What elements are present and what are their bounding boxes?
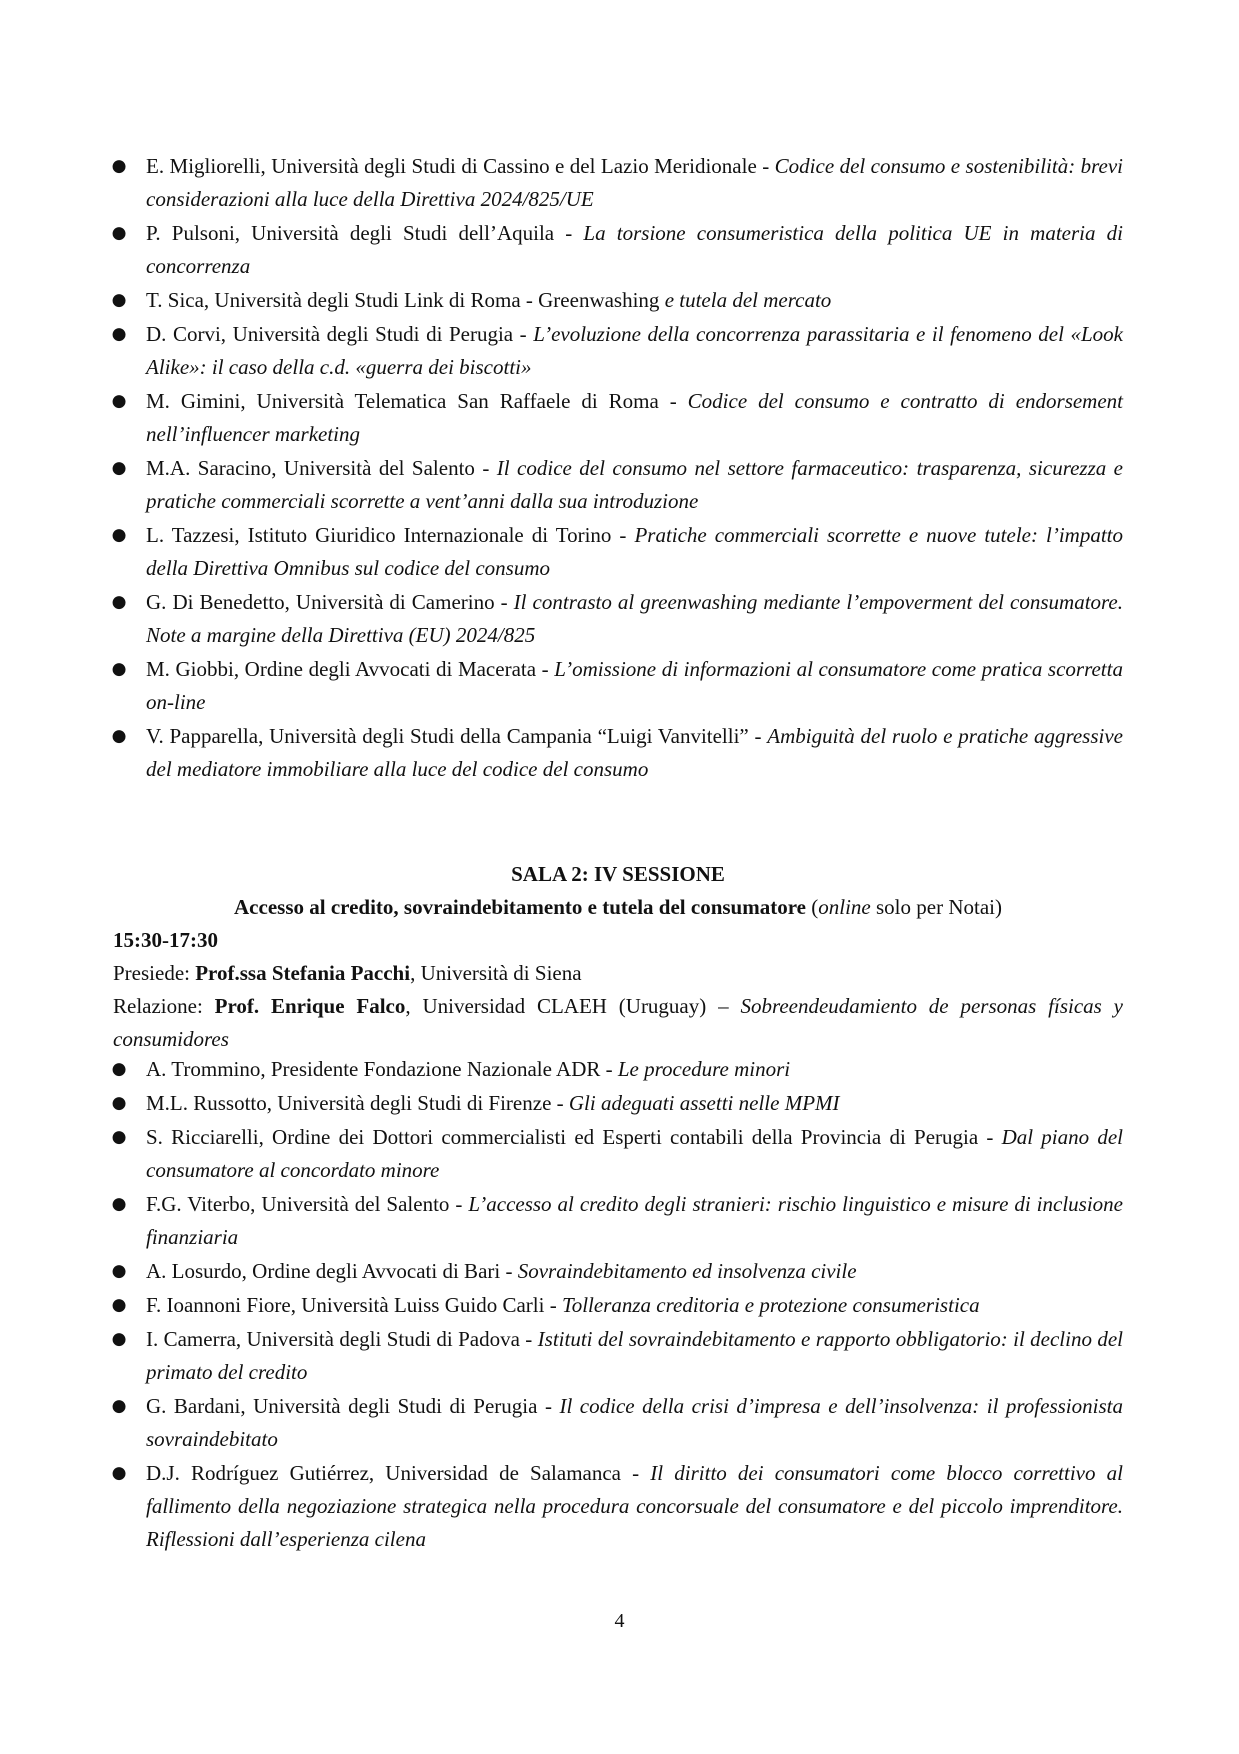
- speaker-title: Pratiche commerciali scorrette e nuove tutele: l’impatto della Direttiva Omnibus sul codice del consumo: [146, 523, 1123, 580]
- list-item: [111, 217, 1123, 283]
- list-item: [111, 1087, 1123, 1120]
- session-subtitle-online: online: [818, 895, 871, 919]
- speaker-author: D. Corvi, Università degli Studi di Perugia -: [146, 322, 534, 346]
- speaker-title: L’accesso al credito degli stranieri: rischio linguistico e misure di inclusione finanziaria: [146, 1192, 1123, 1249]
- bullet-icon: ●: [111, 1093, 127, 1113]
- speaker-list-session-3: [111, 150, 1124, 787]
- list-item: [111, 519, 1123, 585]
- bullet-icon: ●: [111, 1127, 127, 1147]
- list-item: [111, 150, 1124, 216]
- speaker-title: Sovraindebitamento ed insolvenza civile: [517, 1259, 857, 1283]
- speaker-title: Tolleranza creditoria e protezione consumeristica: [561, 1293, 980, 1317]
- bullet-icon: ●: [111, 592, 127, 612]
- speaker-title: Istituti del sovraindebitamento e rapporto obbligatorio: il declino del primato del credito: [146, 1327, 1123, 1384]
- session-subtitle-note: solo per Notai): [870, 895, 1002, 919]
- speaker-title: Le procedure minori: [617, 1057, 791, 1081]
- bullet-icon: ●: [111, 324, 127, 344]
- report-label: Relazione:: [113, 994, 215, 1018]
- speaker-title: Il codice del consumo nel settore farmaceutico: trasparenza, sicurezza e pratiche commerciali scorrette a vent’anni dalla sua introduzione: [146, 456, 1124, 513]
- bullet-icon: ●: [111, 1194, 127, 1214]
- bullet-icon: ●: [111, 290, 127, 310]
- speaker-author: G. Di Benedetto, Università di Camerino -: [146, 590, 514, 614]
- list-item: [111, 1390, 1123, 1456]
- speaker-author: S. Ricciarelli, Ordine dei Dottori commercialisti ed Esperti contabili della Provincia di Perugia -: [146, 1125, 1002, 1149]
- speaker-title: La torsione consumeristica della politica UE in materia di concorrenza: [146, 221, 1123, 278]
- list-item: [111, 720, 1123, 786]
- session-subtitle: [113, 891, 1123, 924]
- speaker-author: I. Camerra, Università degli Studi di Padova -: [146, 1327, 538, 1351]
- speaker-author: M. Gimini, Università Telematica San Raffaele di Roma -: [146, 389, 688, 413]
- speaker-title: Gli adeguati assetti nelle MPMI: [568, 1091, 840, 1115]
- list-item: [111, 318, 1123, 384]
- list-item: [111, 1188, 1123, 1254]
- list-item: [111, 586, 1123, 652]
- bullet-icon: ●: [111, 1329, 127, 1349]
- bullet-icon: ●: [111, 458, 127, 478]
- report-title: Sobreendeudamiento de personas físicas y consumidores: [113, 994, 1123, 1051]
- speaker-author: G. Bardani, Università degli Studi di Perugia -: [146, 1394, 560, 1418]
- speaker-author: M.L. Russotto, Università degli Studi di Firenze -: [146, 1091, 569, 1115]
- speaker-author: A. Losurdo, Ordine degli Avvocati di Bari -: [146, 1259, 518, 1283]
- bullet-icon: ●: [111, 1295, 127, 1315]
- session-chair: [113, 957, 1123, 990]
- speaker-title: Ambiguità del ruolo e pratiche aggressive del mediatore immobiliare alla luce del codice del consumo: [146, 724, 1123, 781]
- list-item: [111, 653, 1123, 719]
- session-time: 15:30-17:30: [113, 928, 218, 952]
- chair-affiliation: , Università di Siena: [410, 961, 582, 985]
- speaker-list-session-4: [111, 1053, 1123, 1557]
- speaker-author: F. Ioannoni Fiore, Università Luiss Guido Carli -: [146, 1293, 562, 1317]
- speaker-author: A. Trommino, Presidente Fondazione Nazionale ADR -: [146, 1057, 618, 1081]
- bullet-icon: ●: [111, 1261, 127, 1281]
- speaker-title: L’evoluzione della concorrenza parassitaria e il fenomeno del «Look Alike»: il caso della c.d. «guerra dei biscotti»: [146, 322, 1123, 379]
- session-subtitle-open: (: [806, 895, 819, 919]
- speaker-title: Il codice della crisi d’impresa e dell’insolvenza: il professionista sovraindebitato: [146, 1394, 1123, 1451]
- bullet-icon: ●: [111, 525, 127, 545]
- report-speaker: Prof. Enrique Falco: [214, 994, 406, 1018]
- chair-name: Prof.ssa Stefania Pacchi: [195, 961, 411, 985]
- bullet-icon: ●: [111, 156, 127, 176]
- speaker-author: V. Papparella, Università degli Studi della Campania “Luigi Vanvitelli” -: [146, 724, 768, 748]
- speaker-author: T. Sica, Università degli Studi Link di Roma - Greenwashing: [146, 288, 665, 312]
- speaker-author: D.J. Rodríguez Gutiérrez, Universidad de Salamanca -: [146, 1461, 651, 1485]
- speaker-title: e tutela del mercato: [664, 288, 832, 312]
- speaker-title: Il diritto dei consumatori come blocco correttivo al fallimento della negoziazione strategica nella procedura concorsuale del consumatore e del piccolo imprenditore. Riflessioni dall’esperienza cilena: [146, 1461, 1123, 1551]
- speaker-title: L’omissione di informazioni al consumatore come pratica scorretta on-line: [146, 657, 1123, 714]
- speaker-author: M.A. Saracino, Università del Salento -: [146, 456, 497, 480]
- speaker-title: Codice del consumo e sostenibilità: brevi considerazioni alla luce della Direttiva 2024/825/UE: [146, 154, 1124, 211]
- speaker-author: M. Giobbi, Ordine degli Avvocati di Macerata -: [146, 657, 555, 681]
- chair-label: Presiede:: [113, 961, 196, 985]
- list-item: [111, 1255, 1123, 1288]
- bullet-icon: ●: [111, 391, 127, 411]
- speaker-author: L. Tazzesi, Istituto Giuridico Internazionale di Torino -: [146, 523, 635, 547]
- list-item: [111, 1053, 1123, 1086]
- speaker-title: Codice del consumo e contratto di endorsement nell’influencer marketing: [146, 389, 1124, 446]
- list-item: [111, 385, 1124, 451]
- session-report: [113, 990, 1123, 1056]
- bullet-icon: ●: [111, 1059, 127, 1079]
- speaker-title: Dal piano del consumatore al concordato minore: [146, 1125, 1123, 1182]
- list-item: [111, 1289, 1123, 1322]
- bullet-icon: ●: [111, 726, 127, 746]
- report-affiliation: , Universidad CLAEH (Uruguay) –: [405, 994, 741, 1018]
- list-item: [111, 1457, 1123, 1556]
- list-item: [111, 284, 1123, 317]
- session-subtitle-main: Accesso al credito, sovraindebitamento e tutela del consumatore: [234, 895, 806, 919]
- speaker-author: E. Migliorelli, Università degli Studi di Cassino e del Lazio Meridionale -: [146, 154, 775, 178]
- list-item: [111, 1323, 1123, 1389]
- bullet-icon: ●: [111, 223, 127, 243]
- speaker-author: P. Pulsoni, Università degli Studi dell’Aquila -: [146, 221, 584, 245]
- list-item: [111, 452, 1124, 518]
- page-number: 4: [614, 1610, 625, 1632]
- speaker-author: F.G. Viterbo, Università del Salento -: [146, 1192, 469, 1216]
- speaker-title: Il contrasto al greenwashing mediante l’empoverment del consumatore. Note a margine della Direttiva (EU) 2024/825: [146, 590, 1123, 647]
- bullet-icon: ●: [111, 659, 127, 679]
- list-item: [111, 1121, 1123, 1187]
- session-title: SALA 2: IV SESSIONE: [511, 862, 725, 886]
- bullet-icon: ●: [111, 1396, 127, 1416]
- bullet-icon: ●: [111, 1463, 127, 1483]
